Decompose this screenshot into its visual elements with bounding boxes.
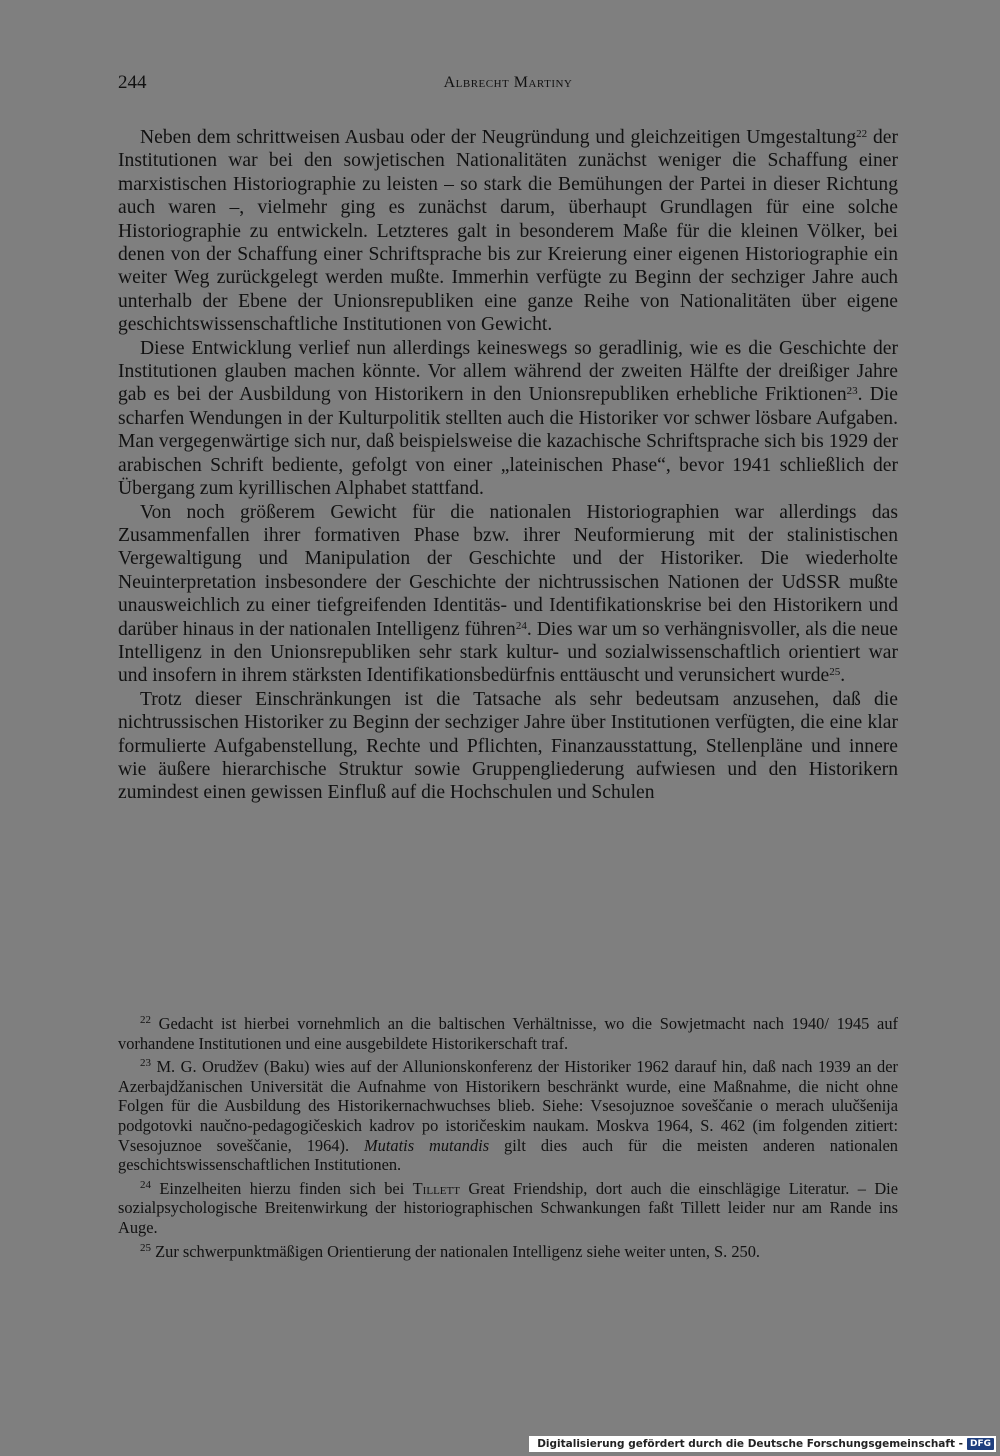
- paragraph-text: Von noch größerem Gewicht für die nationalen Historiographien war allerdings das Zusammenfallen ihrer formativen Phase bzw. ihrer Neuformierung mit der stalinistischen Vergewaltigung und Manipulation der Geschichte und der Historiker. Die wiederholte Neuinterpretation insbesondere der Geschichte der nichtrussischen Nationen der UdSSR mußte unausweichlich zu einer tiefgreifenden Identitäs- und Identifikationskrise bei den Historikern und darüber hinaus in der nationalen Intelligenz führen: [118, 501, 898, 640]
- paragraph-text: der Institutionen war bei den sowjetischen Nationalitäten zunächst weniger die Schaffung einer marxistischen Historiographie zu leisten – so stark die Bemühungen der Partei in dieser Richtung auch waren –, vielmehr ging es zunächst darum, überhaupt Grundlagen für eine solche Historiographie zu entwickeln. Letzteres galt in besonderem Maße für die kleinen Völker, bei denen von der Schaffung einer Schriftsprache bis zur Kreierung einer eigenen Historiographie ein weiter Weg zurückgelegt werden mußte. Immerhin verfügte zu Beginn der sechziger Jahre auch unterhalb der Ebene der Unionsrepubliken eine ganze Reihe von Nationalitäten über eigene geschichtswissenschaftliche Institutionen von Gewicht.: [118, 127, 898, 336]
- paragraph-text: . Dies war um so verhängnisvoller, als die neue Intelligenz in den Unionsrepubliken sehr stark kultur- und sozialwissenschaftlich orientiert war und insofern in ihrem stärksten Identifikationsbedürfnis enttäuscht und verunsichert wurde: [118, 618, 899, 687]
- footnote-text: Zur schwerpunktmäßigen Orientierung der nationalen Intelligenz siehe weiter unten, S. 250.: [155, 1241, 761, 1261]
- footnote-ref: 23: [846, 385, 858, 398]
- footnote-ref: 24: [515, 619, 527, 632]
- footnote-number: 25: [140, 1241, 151, 1254]
- footnote: [118, 1242, 898, 1262]
- footnote-text: Einzelheiten hierzu finden sich bei: [159, 1178, 413, 1198]
- footnote-text: M. G. Orudžev (Baku) wies auf der Allunionskonferenz der Historiker 1962 darauf hin, daß nach 1939 an der Azerbajdžanischen Universität die Aufnahme von Historikern beschränkt wurde, eine Maßnahme, die nicht ohne Folgen für die Ausbildung des Historikernachwuchses blieb. Siehe: Vsesojuznoe soveščanie o merach ulučšenija podgotovki naučno-pedagogičeskich kadrov po istoričeskim naukam. Moskva 1964, S. 462 (im folgenden zitiert: Vsesojuznoe soveščanie, 1964).: [118, 1057, 898, 1155]
- footnote-italic: Mutatis mutandis: [363, 1135, 490, 1155]
- footnote-text: Gedacht ist hierbei vornehmlich an die baltischen Verhältnisse, wo die Sowjetmacht nach 1940/ 1945 auf vorhandene Institutionen und eine ausgebildete Historikerschaft traf.: [118, 1014, 898, 1053]
- footnote: [118, 1057, 898, 1175]
- body-text: [118, 126, 898, 805]
- paragraph-text: . Die scharfen Wendungen in der Kulturpolitik stellten auch die Historiker vor schwer lösbare Aufgaben. Man vergegenwärtige sich nur, daß beispielsweise die kazachische Schriftsprache sich bis 1929 der arabischen Schrift bediente, gefolgt von einer „lateinischen Phase“, bevor 1941 schließlich der Übergang zum kyrillischen Alphabet stattfand.: [118, 384, 899, 500]
- paragraph: [118, 337, 898, 501]
- paragraph: Trotz dieser Einschränkungen ist die Tatsache als sehr bedeutsam anzusehen, daß die nichtrussischen Historiker zu Beginn der sechziger Jahre über Institutionen verfügten, die eine klar formulierte Aufgabenstellung, Rechte und Pflichten, Finanzausstattung, Stellenpläne und innere wie äußere hierarchische Struktur sowie Gruppengliederung aufwiesen und den Historikern zumindest einen gewissen Einfluß auf die Hochschulen und Schulen: [118, 688, 898, 804]
- dfg-logo-icon: DFG: [967, 1438, 994, 1450]
- paragraph-text: .: [840, 665, 846, 687]
- page-number: 244: [118, 72, 147, 93]
- footnote-text: gilt dies auch für die meisten anderen nationalen geschichtswissenschaftlichen Institutionen.: [118, 1135, 898, 1175]
- funding-footer: [529, 1436, 996, 1452]
- footnote-ref: 22: [856, 128, 868, 140]
- footnote: [118, 1179, 898, 1238]
- footnotes: [118, 1014, 898, 1265]
- funding-notice: Digitalisierung gefördert durch die Deutsche Forschungsgemeinschaft -: [537, 1438, 963, 1450]
- paragraph-text: Diese Entwicklung verlief nun allerdings keineswegs so geradlinig, wie es die Geschichte der Institutionen glauben machen könnte. Vor allem während der zweiten Hälfte der dreißiger Jahre gab es bei der Ausbildung von Historikern in den Unionsrepubliken erhebliche Friktionen: [118, 337, 898, 406]
- page-header: [118, 72, 898, 98]
- paragraph: [118, 126, 898, 337]
- footnote: [118, 1014, 898, 1053]
- footnote-author-smallcaps: Tillett: [412, 1178, 460, 1198]
- footnote-number: 24: [140, 1178, 151, 1191]
- footnote-text: Great Friendship, dort auch die einschlägige Literatur. – Die sozialpsychologische Breitenwirkung der historiographischen Schwankungen faßt Tillett leider nur am Rande ins Auge.: [118, 1178, 898, 1237]
- running-head: Albrecht Martiny: [443, 74, 573, 91]
- footnote-number: 22: [140, 1014, 151, 1026]
- paragraph-text: Neben dem schrittweisen Ausbau oder der Neugründung und gleichzeitigen Umgestaltung: [140, 127, 857, 148]
- footnote-number: 23: [140, 1057, 151, 1070]
- footnote-ref: 25: [829, 666, 841, 679]
- paragraph: [118, 501, 898, 688]
